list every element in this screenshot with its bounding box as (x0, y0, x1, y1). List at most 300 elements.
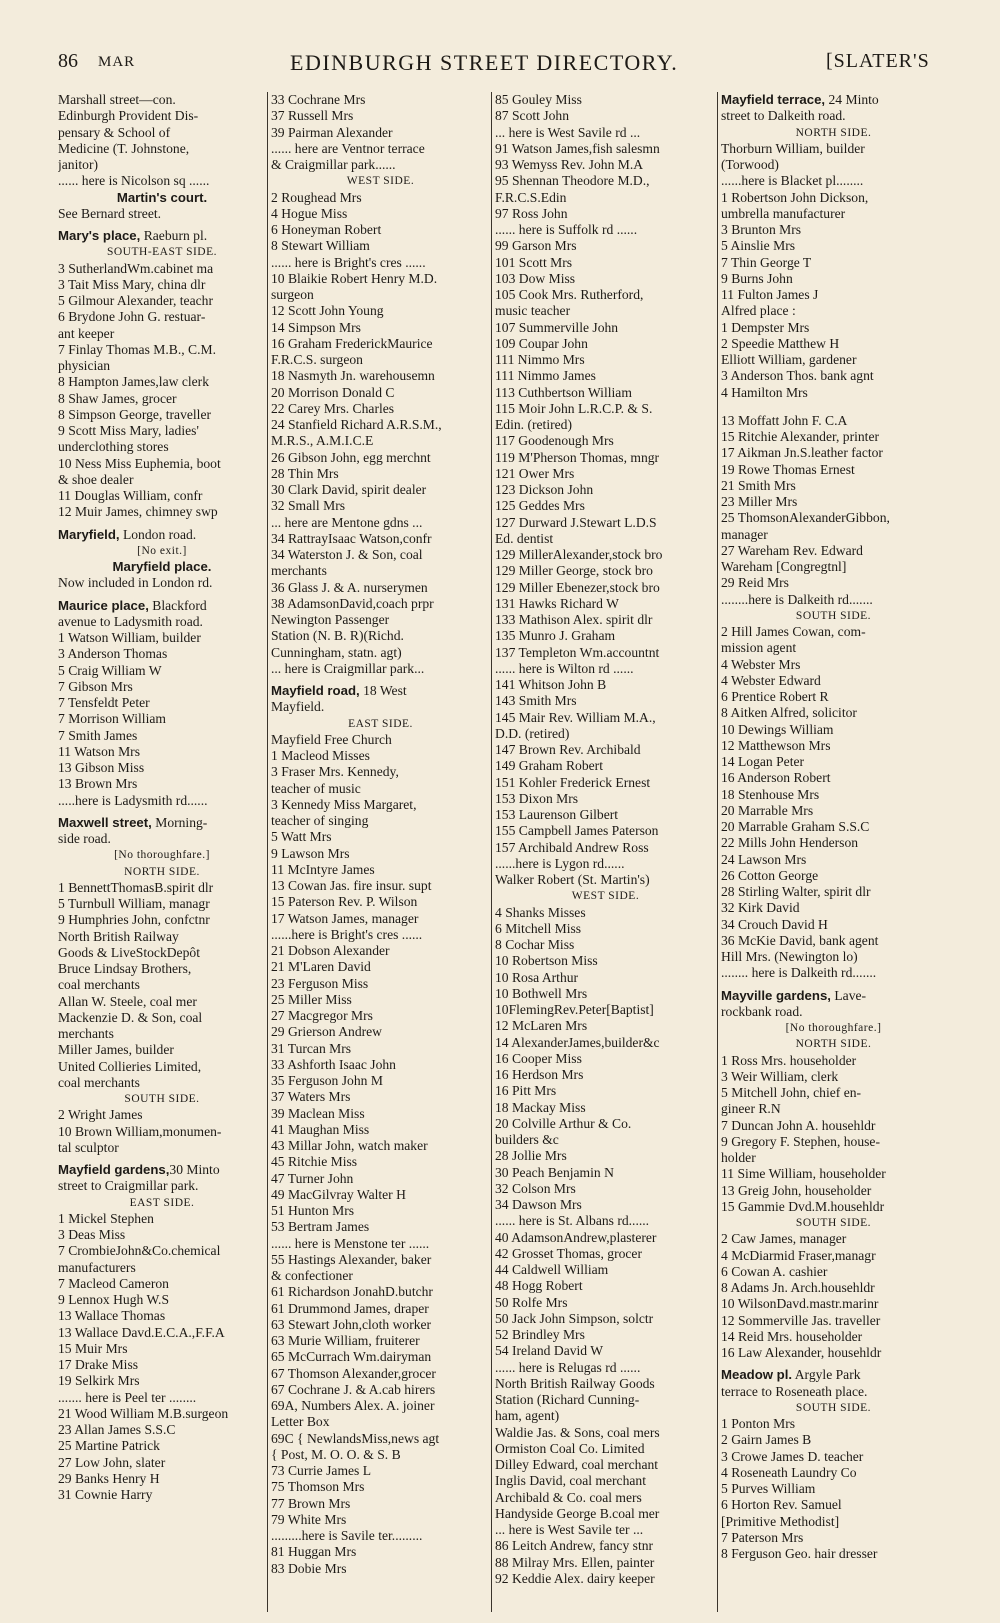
directory-entry: 125 Geddes Mrs (495, 498, 585, 514)
page-number: 86 (58, 50, 78, 72)
directory-entry: 22 Mills John Henderson (721, 835, 859, 851)
directory-entry: side road. (58, 831, 111, 846)
directory-entry: United Collieries Limited, (58, 1058, 202, 1074)
directory-entry: Medicine (T. Johnstone, (58, 140, 190, 156)
directory-entry: 10 Robertson Miss (495, 953, 598, 969)
directory-entry: 33 Cochrane Mrs (271, 92, 366, 107)
directory-entry: Allan W. Steele, coal mer (58, 993, 197, 1009)
directory-entry: M.R.S., A.M.I.C.E (271, 433, 374, 449)
directory-entry: ...... here are Ventnor terrace (271, 140, 425, 156)
directory-entry: 52 Brindley Mrs (495, 1327, 585, 1342)
directory-entry: 7 Paterson Mrs (721, 1529, 804, 1545)
directory-entry: Ormiston Coal Co. Limited (495, 1440, 645, 1456)
directory-entry: 9 Scott Miss Mary, ladies' (58, 423, 199, 438)
directory-entry: 12 Scott John Young (271, 303, 384, 319)
directory-entry: 40 AdamsonAndrew,plasterer (495, 1229, 657, 1245)
directory-entry: 25 Martine Patrick (58, 1438, 160, 1454)
page-key: MAR (98, 54, 136, 70)
street-route: Blackford (148, 597, 207, 613)
directory-entry: 26 Cotton George (721, 867, 819, 883)
directory-entry: Mackenzie D. & Son, coal (58, 1009, 203, 1025)
directory-entry: 10FlemingRev.Peter[Baptist] (495, 1002, 654, 1017)
directory-entry: 20 Marrable Mrs (721, 802, 814, 818)
directory-column-4 (721, 92, 946, 1612)
directory-entry: 23 Allan James S.S.C (58, 1422, 176, 1437)
directory-entry: 27 Macgregor Mrs (271, 1008, 373, 1023)
street-heading (58, 228, 266, 244)
directory-entry: 54 Ireland David W (495, 1343, 604, 1359)
directory-entry: janitor) (58, 157, 99, 172)
directory-entry: pensary & School of (58, 124, 171, 140)
directory-entry: 99 Garson Mrs (495, 238, 577, 254)
directory-entry: 93 Wemyss Rev. John M.A (495, 157, 644, 172)
directory-entry: 37 Waters Mrs (271, 1089, 351, 1105)
directory-entry: 83 Dobie Mrs (271, 1560, 347, 1576)
directory-entry: & shoe dealer (58, 471, 134, 487)
directory-entry: 34 RattrayIsaac Watson,confr (271, 530, 432, 546)
directory-entry: 19 Selkirk Mrs (58, 1373, 140, 1389)
street-name: Maxwell street, (58, 814, 152, 830)
directory-entry: 63 Stewart John,cloth worker (271, 1316, 432, 1332)
directory-entry: 6 Horton Rev. Samuel (721, 1497, 842, 1513)
directory-entry: 2 Gairn James B (721, 1432, 812, 1448)
directory-entry: 48 Hogg Robert (495, 1278, 583, 1294)
directory-entry: 10 Rosa Arthur (495, 969, 579, 985)
directory-entry: 145 Mair Rev. William M.A., (495, 709, 656, 725)
street-name: Mayfield road, (271, 683, 360, 698)
directory-entry: 8 Ferguson Geo. hair dresser (721, 1546, 878, 1561)
directory-entry: 86 Leitch Andrew, fancy stnr (495, 1538, 654, 1554)
side-label: SOUTH SIDE. (795, 1217, 872, 1229)
directory-entry: 3 Crowe James D. teacher (721, 1448, 864, 1464)
directory-entry: ...... here is Wilton rd ...... (495, 660, 634, 676)
directory-entry: 24 Stanfield Richard A.R.S.M., (271, 417, 442, 432)
directory-entry: 127 Durward J.Stewart L.D.S (495, 514, 657, 530)
directory-entry: Station (N. B. R)(Richd. (271, 628, 404, 644)
directory-entry: 95 Shennan Theodore M.D., (495, 173, 650, 189)
directory-entry: ......here is Lygon rd...... (495, 855, 625, 871)
directory-entry: 11 McIntyre James (271, 861, 375, 877)
directory-entry: 65 McCurrach Wm.dairyman (271, 1349, 432, 1365)
directory-entry: 1 Ponton Mrs (721, 1416, 796, 1431)
directory-entry: 111 Nimmo Mrs (495, 352, 585, 367)
directory-entry: terrace to Roseneath place. (721, 1383, 868, 1399)
directory-entry: 61 Drummond James, draper (271, 1300, 429, 1316)
directory-column-3 (495, 92, 716, 1612)
street-heading (58, 598, 266, 614)
directory-entry: F.R.C.S. surgeon (271, 352, 363, 367)
directory-entry: 103 Dow Miss (495, 270, 576, 286)
directory-entry: 3 SutherlandWm.cabinet ma (58, 260, 214, 276)
directory-entry: 7 Thin George T (721, 254, 812, 270)
directory-entry: 14 Reid Mrs. householder (721, 1328, 863, 1344)
directory-entry: 43 Millar John, watch maker (271, 1138, 428, 1153)
directory-entry: 153 Laurenson Gilbert (495, 807, 619, 822)
directory-entry: ......here is Blacket pl........ (721, 173, 864, 189)
directory-entry: 2 Wright James (58, 1107, 143, 1123)
directory-entry: 17 Watson James, manager (271, 910, 419, 926)
directory-entry: 10 Bothwell Mrs (495, 985, 588, 1001)
directory-entry: gineer R.N (721, 1101, 781, 1117)
street-route: 18 West (359, 683, 407, 698)
directory-entry: 87 Scott John (495, 108, 570, 124)
directory-entry: 3 Kennedy Miss Margaret, (271, 796, 417, 812)
directory-entry: 101 Scott Mrs (495, 254, 573, 270)
directory-entry: 5 Craig William W (58, 662, 162, 678)
directory-entry: 88 Milray Mrs. Ellen, painter (495, 1554, 655, 1570)
directory-entry: music teacher (495, 303, 571, 319)
directory-entry: ...... here is St. Albans rd...... (495, 1213, 650, 1229)
directory-entry: 6 Honeyman Robert (271, 222, 382, 237)
directory-entry: 13 Cowan Jas. fire insur. supt (271, 878, 432, 893)
directory-entry: ... here is West Savile rd ... (495, 124, 641, 140)
directory-entry: 3 Brunton Mrs (721, 222, 802, 237)
street-heading (58, 815, 266, 831)
directory-entry: 37 Russell Mrs (271, 108, 354, 124)
street-heading (721, 988, 946, 1004)
directory-entry: 3 Deas Miss (58, 1227, 126, 1242)
directory-entry: Inglis David, coal merchant (495, 1473, 646, 1489)
directory-entry: 45 Ritchie Miss (271, 1154, 358, 1170)
directory-entry: 20 Morrison Donald C (271, 384, 395, 400)
column-rule (267, 92, 268, 1612)
directory-entry: 5 Watt Mrs (271, 829, 332, 845)
directory-entry: 9 Humphries John, confctnr (58, 912, 210, 928)
directory-entry: 11 Douglas William, confr (58, 488, 203, 503)
directory-entry: 18 Nasmyth Jn. warehousemn (271, 368, 435, 384)
directory-entry: tal sculptor (58, 1139, 119, 1155)
directory-entry: 7 Morrison William (58, 711, 166, 727)
directory-entry: merchants (58, 1026, 114, 1041)
directory-entry: 11 Sime William, householder (721, 1166, 886, 1182)
directory-entry: 151 Kohler Frederick Ernest (495, 774, 651, 790)
directory-entry: 123 Dickson John (495, 482, 594, 497)
directory-entry: 91 Watson James,fish salesmn (495, 140, 660, 156)
directory-entry: 8 Aitken Alfred, solicitor (721, 705, 857, 721)
directory-entry: Elliott William, gardener (721, 352, 857, 367)
directory-entry: 131 Hawks Richard W (495, 595, 619, 611)
directory-entry: 111 Nimmo James (495, 368, 596, 384)
directory-entry: 10 Ness Miss Euphemia, boot (58, 455, 221, 471)
directory-entry: Mayfield Free Church (271, 731, 392, 747)
directory-entry: 11 Fulton James J (721, 287, 819, 302)
directory-entry: 49 MacGilvray Walter H (271, 1186, 406, 1202)
directory-entry: 41 Maughan Miss (271, 1121, 370, 1137)
directory-entry: 69C { NewlandsMiss,news agt (271, 1430, 440, 1446)
street-name: Maryfield place. (112, 559, 212, 574)
directory-entry: 34 Crouch David H (721, 916, 828, 932)
directory-entry: 36 McKie David, bank agent (721, 932, 879, 948)
directory-entry: 9 Gregory F. Stephen, house- (721, 1133, 880, 1149)
directory-entry: 141 Whitson John B (495, 677, 607, 692)
street-name: Mayfield terrace, (721, 92, 826, 107)
street-heading (721, 1367, 946, 1383)
directory-entry: 79 White Mrs (271, 1511, 347, 1527)
directory-entry: 3 Weir William, clerk (721, 1068, 839, 1084)
directory-entry: merchants (271, 563, 327, 579)
directory-entry: 35 Ferguson John M (271, 1073, 383, 1088)
directory-entry: 129 Miller Ebenezer,stock bro (495, 579, 660, 595)
street-name: Maryfield, (58, 526, 120, 542)
directory-entry: 7 Duncan John A. househldr (721, 1117, 876, 1133)
directory-entry: Walker Robert (St. Martin's) (495, 872, 650, 887)
directory-entry: & confectioner (271, 1268, 353, 1283)
directory-entry: { Post, M. O. O. & S. B (271, 1446, 401, 1462)
directory-entry: coal merchants (58, 977, 140, 993)
directory-entry: 32 Kirk David (721, 900, 800, 916)
side-label: EAST SIDE. (348, 717, 413, 730)
side-label: EAST SIDE. (129, 1196, 195, 1209)
directory-entry: 4 Roseneath Laundry Co (721, 1464, 857, 1480)
directory-entry: 50 Jack John Simpson, solctr (495, 1310, 654, 1326)
directory-entry: 13 Moffatt John F. C.A (721, 412, 848, 428)
directory-entry: Ed. dentist (495, 530, 554, 546)
directory-entry: & Craigmillar park...... (271, 157, 396, 172)
publisher-name: [SLATER'S (826, 50, 930, 72)
directory-entry: 7 Macleod Cameron (58, 1275, 169, 1291)
directory-entry: 39 Maclean Miss (271, 1105, 365, 1121)
directory-entry: 1 Robertson John Dickson, (721, 189, 869, 205)
directory-entry: Goods & LiveStockDepôt (58, 944, 200, 960)
directory-entry: 12 Muir James, chimney swp (58, 504, 218, 520)
directory-entry: 29 Grierson Andrew (271, 1024, 382, 1040)
directory-entry: Bruce Lindsay Brothers, (58, 961, 192, 976)
directory-entry: Wareham [Congregtnl] (721, 559, 847, 574)
directory-entry: [Primitive Methodist] (721, 1513, 840, 1529)
directory-entry: 67 Cochrane J. & A.cab hirers (271, 1381, 436, 1397)
column-rule (717, 92, 718, 1612)
directory-entry: 77 Brown Mrs (271, 1495, 351, 1511)
directory-entry: North British Railway Goods (495, 1375, 655, 1391)
directory-entry: 92 Keddie Alex. dairy keeper (495, 1570, 655, 1586)
directory-entry: 6 Cowan A. cashier (721, 1263, 828, 1279)
directory-entry: Edin. (retired) (495, 417, 572, 432)
street-heading (271, 683, 490, 699)
directory-entry: 39 Pairman Alexander (271, 124, 393, 140)
directory-entry: 50 Rolfe Mrs (495, 1294, 568, 1310)
directory-entry: .....here is Ladysmith rd...... (58, 792, 208, 808)
directory-entry: rockbank road. (721, 1003, 803, 1019)
directory-entry: 24 Lawson Mrs (721, 851, 807, 867)
side-label: SOUTH-EAST SIDE. (106, 246, 217, 259)
directory-entry: 17 Aikman Jn.S.leather factor (721, 445, 883, 461)
directory-entry: 36 Glass J. & A. nurserymen (271, 579, 428, 595)
directory-entry: 3 Tait Miss Mary, china dlr (58, 276, 206, 292)
directory-entry: 13 Greig John, householder (721, 1182, 872, 1198)
directory-entry: 6 Mitchell Miss (495, 920, 582, 936)
directory-entry: 61 Richardson JonahD.butchr (271, 1284, 433, 1300)
directory-entry: ... here is Craigmillar park... (271, 660, 425, 676)
directory-entry: 44 Caldwell William (495, 1262, 609, 1277)
directory-entry: (Torwood) (721, 157, 779, 172)
street-name: Meadow pl. (721, 1367, 793, 1383)
directory-entry: 73 Currie James L (271, 1463, 372, 1478)
directory-entry: 27 Wareham Rev. Edward (721, 542, 863, 558)
directory-entry: 32 Small Mrs (271, 498, 346, 514)
directory-title: EDINBURGH STREET DIRECTORY. (290, 50, 679, 75)
directory-entry: See Bernard street. (58, 205, 162, 221)
directory-entry: 21 M'Laren David (271, 959, 371, 975)
directory-entry: 14 Logan Peter (721, 754, 805, 769)
directory-entry: 5 Ainslie Mrs (721, 238, 796, 254)
directory-entry: 149 Graham Robert (495, 758, 603, 774)
side-label: NORTH SIDE. (124, 865, 200, 878)
directory-entry: 16 Anderson Robert (721, 770, 831, 786)
side-label: [No thoroughfare.] (785, 1022, 882, 1034)
directory-entry: 129 MillerAlexander,stock bro (495, 547, 663, 562)
side-label: SOUTH SIDE. (795, 1401, 872, 1414)
directory-entry: 3 Anderson Thos. bank agnt (721, 368, 874, 384)
directory-entry: 4 Hogue Miss (271, 205, 348, 221)
directory-entry: 8 Adams Jn. Arch.househldr (721, 1280, 875, 1295)
directory-entry: 25 ThomsonAlexanderGibbon, (721, 510, 890, 526)
directory-entry: 75 Thomson Mrs (271, 1479, 365, 1495)
directory-entry: 9 Lawson Mrs (271, 845, 350, 861)
directory-entry: Letter Box (271, 1414, 330, 1430)
street-route: Morning- (151, 814, 208, 830)
directory-entry: 31 Turcan Mrs (271, 1040, 352, 1056)
directory-entry: 18 Mackay Miss (495, 1099, 586, 1115)
directory-entry: ant keeper (58, 325, 115, 341)
directory-entry: 34 Dawson Mrs (495, 1197, 582, 1212)
directory-entry: 13 Wallace Davd.E.C.A.,F.F.A (58, 1324, 225, 1340)
directory-entry: 2 Roughead Mrs (271, 189, 362, 205)
directory-entry: 15 Ritchie Alexander, printer (721, 429, 880, 444)
directory-entry: Handyside George B.coal mer (495, 1505, 660, 1521)
directory-entry: ........here is Dalkeith rd....... (721, 591, 873, 607)
directory-entry: Miller James, builder (58, 1042, 174, 1058)
street-route: Argyle Park (792, 1367, 861, 1383)
directory-entry: 113 Cuthbertson William (495, 384, 632, 400)
directory-entry: 5 Mitchell John, chief en- (721, 1085, 862, 1100)
directory-entry: 147 Brown Rev. Archibald (495, 742, 641, 757)
directory-entry: surgeon (271, 287, 314, 302)
directory-entry: Marshall street—con. (58, 92, 176, 107)
directory-entry: 4 Webster Edward (721, 672, 821, 688)
directory-entry: Archibald & Co. coal mers (495, 1489, 642, 1505)
street-name: Martin's court. (116, 189, 208, 205)
directory-entry: 63 Murie William, fruiterer (271, 1333, 420, 1348)
directory-entry: 15 Paterson Rev. P. Wilson (271, 894, 418, 910)
directory-entry: 119 M'Pherson Thomas, mngr (495, 449, 660, 465)
directory-entry: ... here are Mentone gdns ... (271, 514, 423, 530)
directory-entry: Now included in London rd. (58, 575, 213, 591)
directory-entry: ....... here is Peel ter ........ (58, 1389, 197, 1405)
directory-entry: Newington Passenger (271, 612, 390, 627)
street-name: Mayfield gardens, (58, 1162, 170, 1177)
directory-entry: 8 Shaw James, grocer (58, 390, 177, 406)
directory-entry: ...... here is Relugas rd ...... (495, 1359, 641, 1375)
directory-entry: 20 Marrable Graham S.S.C (721, 819, 870, 834)
directory-entry: 11 Watson Mrs (58, 743, 140, 759)
directory-entry: 12 McLaren Mrs (495, 1018, 588, 1034)
side-label: WEST SIDE. (571, 890, 640, 903)
directory-entry: ...... here is Suffolk rd ...... (495, 222, 638, 237)
directory-entry: 26 Gibson John, egg merchnt (271, 449, 431, 465)
directory-entry: Alfred place : (721, 303, 796, 319)
directory-entry: teacher of music (271, 780, 361, 796)
directory-entry: 3 Anderson Thomas (58, 646, 168, 662)
street-route: Raeburn pl. (140, 228, 208, 243)
directory-entry: 12 Sommerville Jas. traveller (721, 1312, 881, 1328)
directory-entry: 12 Matthewson Mrs (721, 737, 831, 753)
directory-entry: 21 Smith Mrs (721, 477, 796, 493)
street-route: 30 Minto (169, 1162, 220, 1177)
directory-entry: 13 Wallace Thomas (58, 1308, 166, 1324)
directory-entry: 10 Dewings William (721, 721, 834, 737)
directory-entry: 10 Blaikie Robert Henry M.D. (271, 270, 438, 286)
directory-entry: 1 Dempster Mrs (721, 319, 810, 335)
directory-entry: 143 Smith Mrs (495, 693, 577, 709)
directory-entry: builders &c (495, 1132, 559, 1147)
directory-entry: 23 Ferguson Miss (271, 975, 369, 991)
directory-entry: 21 Dobson Alexander (271, 943, 390, 958)
directory-entry: 135 Munro J. Graham (495, 628, 616, 644)
directory-entry: 23 Miller Mrs (721, 494, 798, 509)
directory-entry: 10 WilsonDavd.mastr.marinr (721, 1296, 879, 1312)
directory-entry: ...... here is Nicolson sq ...... (58, 173, 210, 189)
directory-entry: 7 CrombieJohn&Co.chemical (58, 1243, 221, 1259)
directory-entry: 1 Macleod Misses (271, 748, 370, 763)
street-heading (58, 190, 266, 206)
directory-entry: ...... here is Menstone ter ...... (271, 1235, 430, 1251)
directory-entry: street to Dalkeith road. (721, 108, 846, 124)
directory-entry: 33 Ashforth Isaac John (271, 1056, 396, 1072)
side-label: NORTH SIDE. (795, 126, 872, 139)
directory-entry: 117 Goodenough Mrs (495, 433, 614, 449)
directory-entry: 27 Low John, slater (58, 1454, 166, 1470)
directory-entry: 133 Mathison Alex. spirit dlr (495, 612, 653, 627)
directory-entry: 69A, Numbers Alex. A. joiner (271, 1398, 435, 1413)
side-label: WEST SIDE. (346, 175, 415, 188)
directory-entry: coal merchants (58, 1074, 140, 1090)
directory-entry: 157 Archibald Andrew Ross (495, 839, 649, 855)
directory-entry: 1 Ross Mrs. householder (721, 1052, 857, 1068)
directory-entry: Edinburgh Provident Dis- (58, 108, 199, 124)
directory-entry: 115 Moir John L.R.C.P. & S. (495, 400, 653, 416)
directory-entry: 107 Summerville John (495, 319, 619, 335)
directory-entry: 29 Reid Mrs (721, 575, 789, 591)
directory-column-1 (58, 92, 266, 1612)
directory-entry: 2 Hill James Cowan, com- (721, 624, 866, 639)
directory-entry: 9 Burns John (721, 270, 793, 286)
directory-entry: 85 Gouley Miss (495, 92, 582, 107)
directory-entry: Hill Mrs. (Newington lo) (721, 949, 858, 964)
directory-entry: Waldie Jas. & Sons, coal mers (495, 1424, 660, 1440)
directory-entry: 2 Caw James, manager (721, 1231, 847, 1247)
directory-entry: 13 Brown Mrs (58, 776, 138, 792)
directory-entry: holder (721, 1150, 756, 1165)
directory-entry: Dilley Edward, coal merchant (495, 1457, 659, 1472)
directory-entry: .........here is Savile ter......... (271, 1528, 423, 1543)
directory-entry: 28 Stirling Walter, spirit dlr (721, 884, 871, 899)
directory-entry: 81 Huggan Mrs (271, 1544, 357, 1560)
directory-entry: 4 Shanks Misses (495, 904, 586, 920)
directory-entry: 8 Cochar Miss (495, 937, 575, 952)
directory-entry: 7 Finlay Thomas M.B., C.M. (58, 341, 216, 357)
directory-entry: 2 Speedie Matthew H (721, 335, 840, 351)
directory-entry: 28 Jollie Mrs (495, 1148, 567, 1164)
directory-entry: Thorburn William, builder (721, 140, 865, 156)
directory-entry: mission agent (721, 640, 797, 656)
directory-entry: 6 Prentice Robert R (721, 689, 829, 704)
page-header (0, 50, 1000, 82)
side-label: SOUTH SIDE. (795, 609, 872, 622)
street-name: Mary's place, (58, 228, 141, 243)
directory-entry: Mayfield. (271, 699, 325, 715)
directory-entry: 17 Drake Miss (58, 1357, 139, 1372)
street-name: Mayville gardens, (721, 987, 831, 1003)
